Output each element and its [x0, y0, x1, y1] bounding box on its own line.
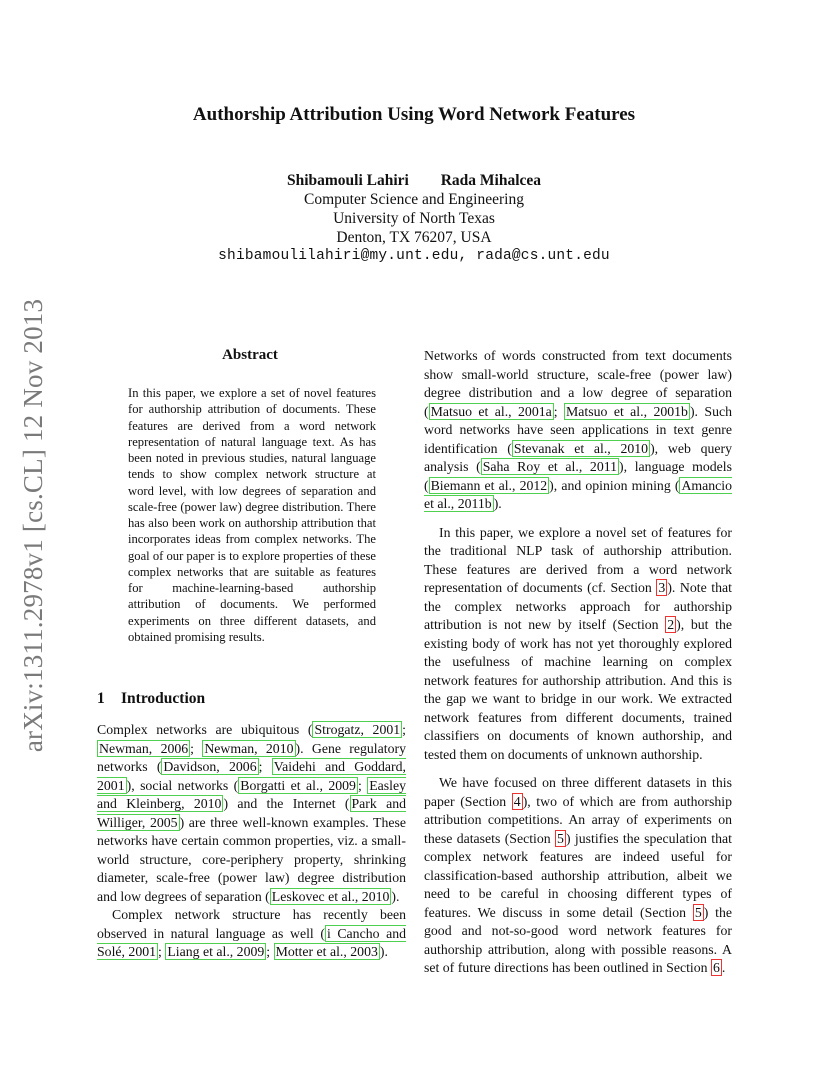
- section-reference-link[interactable]: 6: [712, 960, 720, 975]
- section-number: 1: [97, 690, 105, 707]
- section-title: Introduction: [121, 690, 206, 707]
- section-reference-link[interactable]: 5: [557, 830, 564, 846]
- citation-link[interactable]: Saha Roy et al., 2011: [482, 459, 617, 474]
- intro-paragraph-2: Complex network structure has recently been observed in natural language as well ( i Cancho and Solé, 2001 ; Liang et al., 2009 ; Motter et al., 2003 ).: [97, 907, 406, 959]
- citation-link[interactable]: Newman, 2010: [204, 740, 294, 756]
- citation-link[interactable]: Davidson, 2006: [163, 759, 257, 774]
- citation-link[interactable]: i Cancho and Solé, 2001: [97, 925, 406, 959]
- author-name: Shibamouli Lahiri: [286, 172, 409, 189]
- citation-link[interactable]: Motter et al., 2003: [275, 944, 378, 959]
- citation-link[interactable]: Borgatti et al., 2009: [240, 777, 356, 793]
- citation-link[interactable]: Leskovec et al., 2010: [271, 888, 390, 904]
- abstract-heading: Abstract: [222, 347, 278, 363]
- section-reference-link[interactable]: 2: [667, 617, 675, 632]
- arxiv-identifier-stamp: [12, 290, 56, 760]
- section-reference-link[interactable]: 5: [694, 904, 702, 920]
- intro-paragraph-1: Complex networks are ubiquitous ( Strogatz, 2001 ; Newman, 2006 ; Newman, 2010 ). Gene regulatory networks ( Davidson, 2006 ; Vaidehi and Goddard, 2001 ), social networks ( Borgatti et al., 2009 ; Easley and Kleinberg, 2010 ) and the Internet ( Park and Williger, 2005 ) are three well-known examples. These networks have certain common properties, viz. a small-world structure, core-periphery property, shrinking diameter, scale-free (power law) degree distribution and low degrees of separation ( Leskovec et al., 2010 ).: [97, 722, 406, 904]
- affiliation-university: University of North Texas: [333, 210, 495, 227]
- citation-link[interactable]: Matsuo et al., 2001b: [566, 403, 688, 419]
- paper-title: Authorship Attribution Using Word Network Features: [192, 104, 636, 125]
- citation-link[interactable]: Stevanak et al., 2010: [513, 440, 649, 456]
- citation-link[interactable]: Amancio et al., 2011b: [424, 477, 733, 511]
- author-list: [0, 172, 828, 190]
- right-column-body: [424, 347, 732, 978]
- intro-paragraph-3: Networks of words constructed from text documents show small-world structure, scale-free (power law) degree distribution and a low degree of separation ( Matsuo et al., 2001a ; Matsuo et al., 2001b ). Such word networks have seen applications in text genre identification ( Stevanak et al., 2010 ), web query analysis ( Saha Roy et al., 2011 ), language models ( Biemann et al., 2012 ), and opinion mining ( Amancio et al., 2011b ).: [424, 348, 733, 511]
- affiliation-address: Denton, TX 76207, USA: [336, 229, 492, 246]
- citation-link[interactable]: Biemann et al., 2012: [430, 477, 548, 493]
- intro-paragraph-4: In this paper, we explore a novel set of features for the traditional NLP task of authorship attribution. These features are derived from a word network representation of documents (cf. Section 3 ). Note that the complex networks approach for authorship attribution is not new by itself (Section 2 ), but the existing body of work has not yet thoroughly explored the usefulness of machine learning on complex network features for authorship attribution. And this is the gap we want to bridge in our work. We extracted network features from different documents, trained classifiers on documents of known authorship, and tested them on documents of unknown authorship.: [424, 524, 732, 762]
- citation-link[interactable]: Strogatz, 2001: [314, 722, 401, 737]
- arxiv-stamp-text: arXiv:1311.2978v1 [cs.CL] 12 Nov 2013: [18, 298, 49, 752]
- citation-link[interactable]: Liang et al., 2009: [167, 944, 265, 959]
- citation-link[interactable]: Matsuo et al., 2001a: [430, 403, 552, 419]
- citation-link[interactable]: Vaidehi and Goddard, 2001: [97, 759, 406, 793]
- section-heading-introduction: [97, 690, 205, 708]
- intro-paragraph-5: We have focused on three different datasets in this paper (Section 4 ), two of which are from authorship attribution competitions. An array of experiments on these datasets (Section 5 ) justifies the speculation that complex network features are indeed useful for classification-based authorship attribution, albeit we need to be careful in choosing different types of features. We discuss in some detail (Section 5 ) the good and not-so-good word network features for authorship attribution, along with possible reasons. A set of future directions has been outlined in Section 6 .: [424, 775, 733, 975]
- citation-link[interactable]: Newman, 2006: [99, 740, 189, 756]
- citation-link[interactable]: Easley and Kleinberg, 2010: [97, 777, 406, 811]
- citation-link[interactable]: Park and Williger, 2005: [97, 796, 406, 830]
- affiliation-department: Computer Science and Engineering: [304, 191, 524, 208]
- section-reference-link[interactable]: 4: [513, 793, 521, 809]
- left-column-body: [97, 721, 406, 962]
- section-reference-link[interactable]: 3: [658, 580, 666, 595]
- author-emails: shibamoulilahiri@my.unt.edu, rada@cs.unt.edu: [218, 248, 610, 264]
- author-name: Rada Mihalcea: [440, 172, 542, 189]
- abstract-text: In this paper, we explore a set of novel features for authorship attribution of documents. These features are derived from a word network representation of natural language text. As has been noted in previous studies, natural language tends to show complex network structure at word level, with low degrees of separation and scale-free (power law) degree distribution. There has also been work on authorship attribution that incorporates ideas from complex networks. The goal of our paper is to explore properties of these complex networks that are suitable as features for machine-learning-based authorship attribution of documents. We performed experiments on three different datasets, and obtained promising results.: [128, 386, 376, 644]
